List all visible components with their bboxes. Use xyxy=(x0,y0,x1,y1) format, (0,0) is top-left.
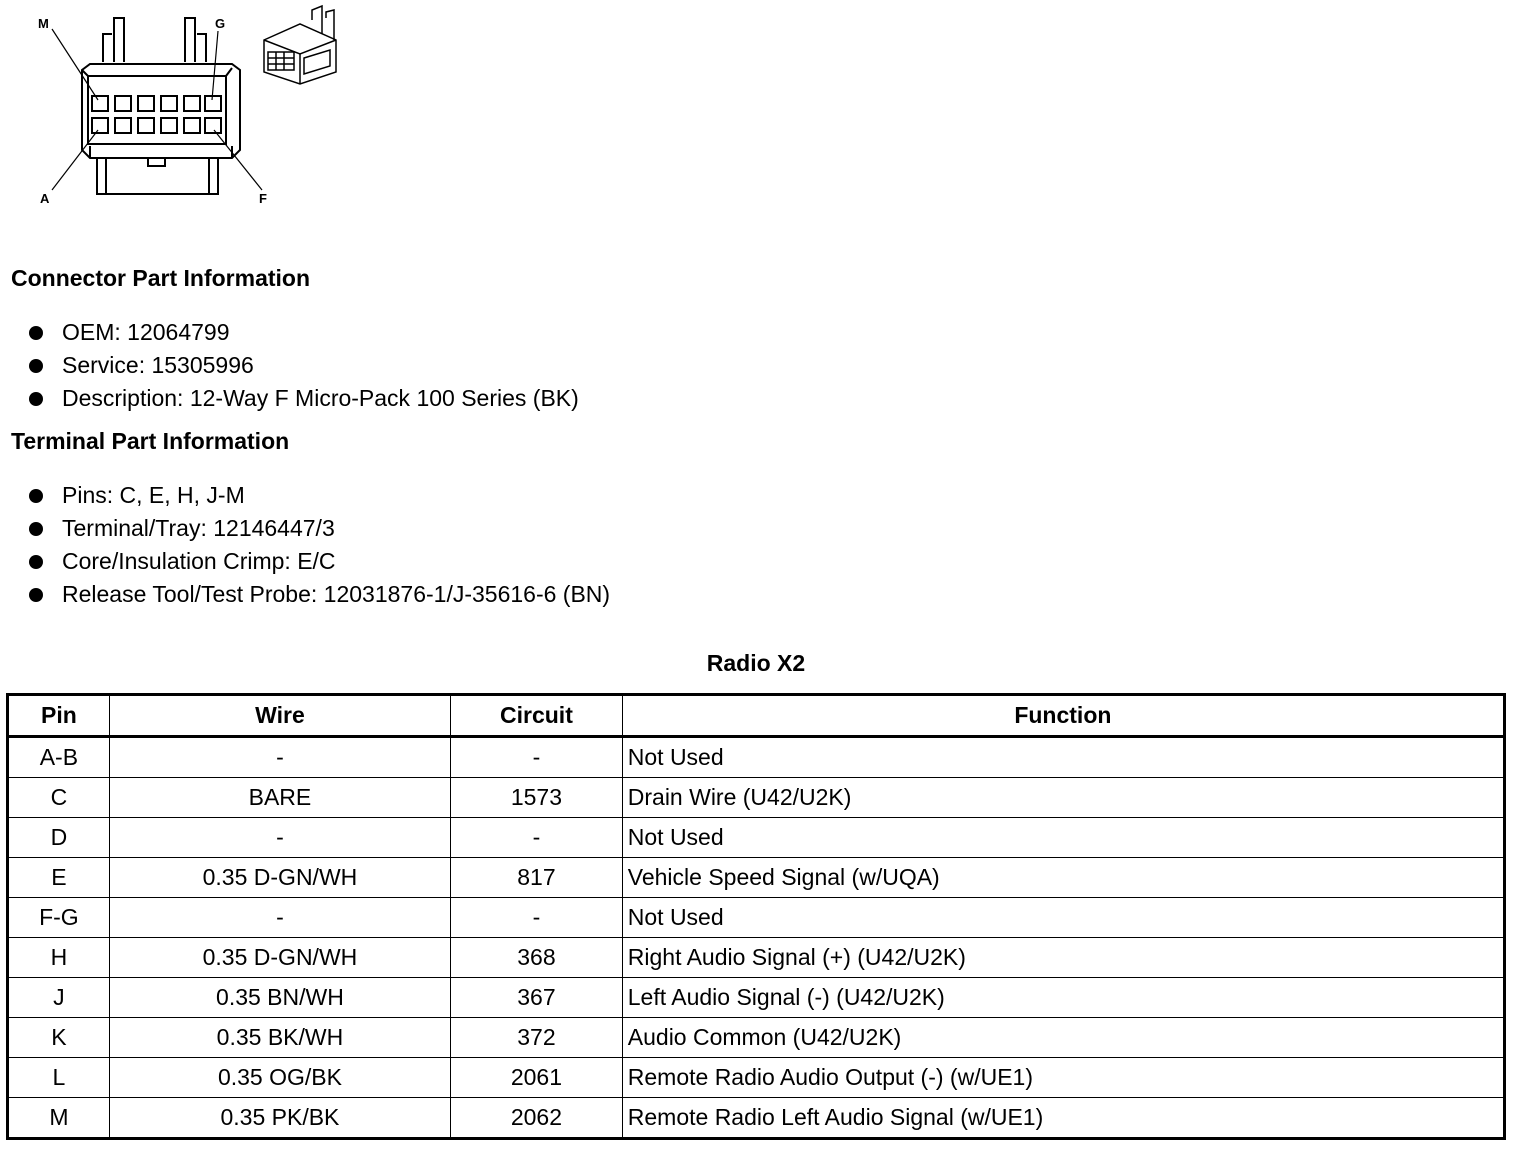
cell-wire: 0.35 BK/WH xyxy=(109,1018,450,1058)
cell-wire: 0.35 D-GN/WH xyxy=(109,858,450,898)
terminal-part-info-list xyxy=(0,479,610,611)
cell-pin: F-G xyxy=(8,898,110,938)
table-row xyxy=(8,818,1505,858)
cell-wire: 0.35 PK/BK xyxy=(109,1098,450,1139)
cell-function: Vehicle Speed Signal (w/UQA) xyxy=(622,858,1504,898)
table-row xyxy=(8,898,1505,938)
pin-label-a: A xyxy=(40,191,50,206)
pin-table xyxy=(6,693,1506,1140)
list-item-text: Release Tool/Test Probe: 12031876-1/J-35616-6 (BN) xyxy=(62,581,611,607)
cell-function: Right Audio Signal (+) (U42/U2K) xyxy=(622,938,1504,978)
cell-function: Not Used xyxy=(622,898,1504,938)
cell-circuit: - xyxy=(451,898,623,938)
list-item xyxy=(0,479,610,512)
header-wire: Wire xyxy=(109,695,450,737)
table-title: Radio X2 xyxy=(706,650,806,676)
bullet-icon xyxy=(29,326,43,340)
bullet-icon xyxy=(29,588,43,602)
list-item-text: Service: 15305996 xyxy=(62,352,254,378)
list-item xyxy=(0,316,579,349)
cell-wire: 0.35 D-GN/WH xyxy=(109,938,450,978)
list-item-text: Terminal/Tray: 12146447/3 xyxy=(62,515,335,541)
bullet-icon xyxy=(29,392,43,406)
cell-function: Remote Radio Audio Output (-) (w/UE1) xyxy=(622,1058,1504,1098)
table-row xyxy=(8,737,1505,778)
list-item xyxy=(0,512,610,545)
cell-circuit: 2062 xyxy=(451,1098,623,1139)
cell-circuit: 368 xyxy=(451,938,623,978)
cell-circuit: 817 xyxy=(451,858,623,898)
table-row xyxy=(8,978,1505,1018)
cell-function: Left Audio Signal (-) (U42/U2K) xyxy=(622,978,1504,1018)
cell-function: Not Used xyxy=(622,737,1504,778)
cell-pin: J xyxy=(8,978,110,1018)
cell-circuit: 367 xyxy=(451,978,623,1018)
cell-circuit: - xyxy=(451,818,623,858)
cell-pin: D xyxy=(8,818,110,858)
table-header-row xyxy=(8,695,1505,737)
cell-pin: K xyxy=(8,1018,110,1058)
cell-circuit: 2061 xyxy=(451,1058,623,1098)
cell-wire: 0.35 BN/WH xyxy=(109,978,450,1018)
cell-pin: A-B xyxy=(8,737,110,778)
cell-wire: - xyxy=(109,818,450,858)
table-row xyxy=(8,778,1505,818)
bullet-icon xyxy=(29,489,43,503)
cell-circuit: 1573 xyxy=(451,778,623,818)
list-item-text: Core/Insulation Crimp: E/C xyxy=(62,548,336,574)
connector-iso-view xyxy=(264,6,336,84)
cell-circuit: 372 xyxy=(451,1018,623,1058)
pin-label-m: M xyxy=(38,16,49,31)
connector-diagram xyxy=(0,0,400,230)
cell-pin: E xyxy=(8,858,110,898)
table-row xyxy=(8,1098,1505,1139)
table-row xyxy=(8,858,1505,898)
bullet-icon xyxy=(29,522,43,536)
list-item xyxy=(0,382,579,415)
list-item xyxy=(0,545,610,578)
table-row xyxy=(8,1018,1505,1058)
header-function: Function xyxy=(622,695,1504,737)
connector-part-info-heading: Connector Part Information xyxy=(11,265,311,291)
table-row xyxy=(8,938,1505,978)
cell-pin: H xyxy=(8,938,110,978)
list-item-text: Pins: C, E, H, J-M xyxy=(62,482,245,508)
bullet-icon xyxy=(29,555,43,569)
cell-pin: M xyxy=(8,1098,110,1139)
terminal-part-info-heading: Terminal Part Information xyxy=(11,428,290,454)
header-pin: Pin xyxy=(8,695,110,737)
cell-circuit: - xyxy=(451,737,623,778)
list-item xyxy=(0,349,579,382)
cell-pin: L xyxy=(8,1058,110,1098)
cell-wire: BARE xyxy=(109,778,450,818)
cell-wire: - xyxy=(109,898,450,938)
pin-label-f: F xyxy=(259,191,267,206)
cell-function: Audio Common (U42/U2K) xyxy=(622,1018,1504,1058)
cell-function: Drain Wire (U42/U2K) xyxy=(622,778,1504,818)
table-row xyxy=(8,1058,1505,1098)
cell-wire: - xyxy=(109,737,450,778)
connector-part-info-list xyxy=(0,316,579,415)
header-circuit: Circuit xyxy=(451,695,623,737)
cell-function: Remote Radio Left Audio Signal (w/UE1) xyxy=(622,1098,1504,1139)
pin-label-g: G xyxy=(215,16,226,31)
list-item-text: OEM: 12064799 xyxy=(62,319,230,345)
cell-wire: 0.35 OG/BK xyxy=(109,1058,450,1098)
cell-function: Not Used xyxy=(622,818,1504,858)
bullet-icon xyxy=(29,359,43,373)
list-item-text: Description: 12-Way F Micro-Pack 100 Series (BK) xyxy=(62,385,579,411)
list-item xyxy=(0,578,610,611)
cell-pin: C xyxy=(8,778,110,818)
